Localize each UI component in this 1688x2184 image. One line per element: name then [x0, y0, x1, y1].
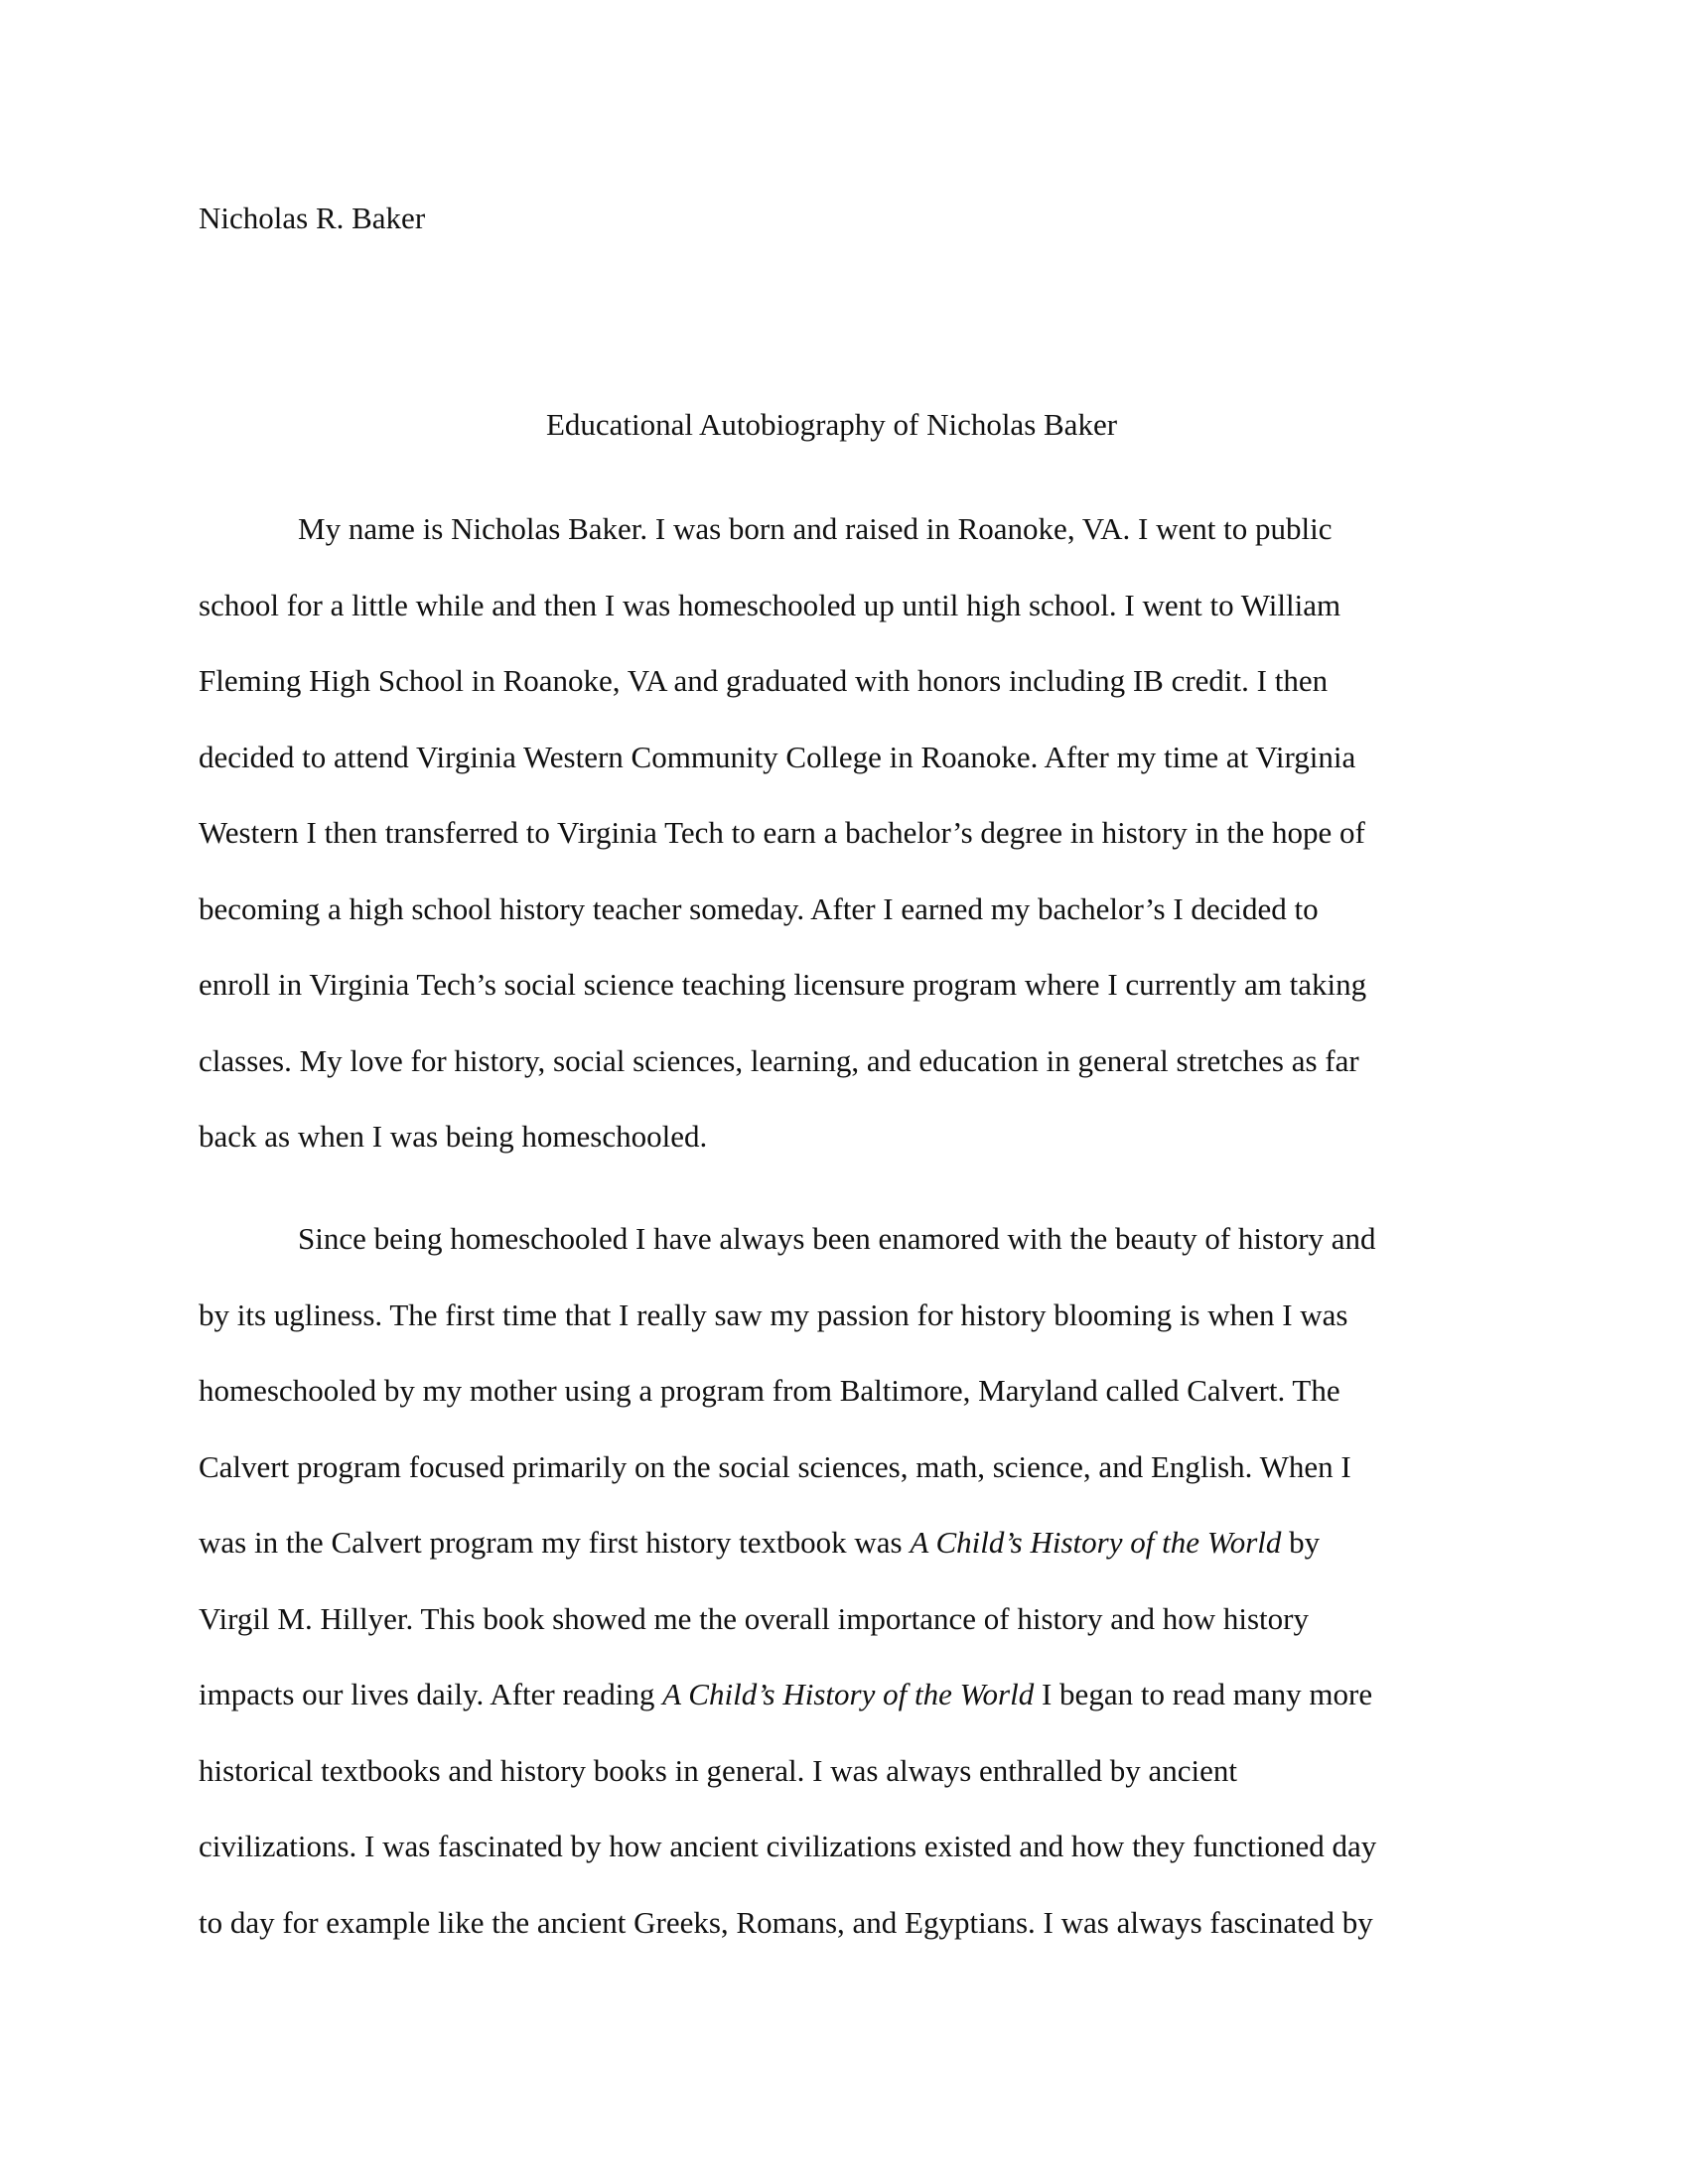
- text-line: to day for example like the ancient Greeks, Romans, and Egyptians. I was always fascinated by: [199, 1904, 1373, 1940]
- text-line: Since being homeschooled I have always been enamored with the beauty of history and: [298, 1221, 1376, 1256]
- text-line: school for a little while and then I was homeschooled up until high school. I went to William: [199, 587, 1341, 622]
- text-line: decided to attend Virginia Western Community College in Roanoke. After my time at Virginia: [199, 739, 1356, 774]
- text-line: Calvert program focused primarily on the social sciences, math, science, and English. When I: [199, 1448, 1351, 1484]
- paragraph-1: [199, 509, 1470, 1193]
- text-line: enroll in Virginia Tech’s social science teaching licensure program where I currently am taking: [199, 967, 1367, 1002]
- document-title: Educational Autobiography of Nicholas Baker: [545, 407, 1118, 442]
- text-line-with-book-title: [199, 1523, 1470, 1599]
- text-line: civilizations. I was fascinated by how ancient civilizations existed and how they functioned day: [199, 1829, 1377, 1863]
- text-line: My name is Nicholas Baker. I was born and raised in Roanoke, VA. I went to public: [298, 511, 1333, 546]
- paragraph-2: [199, 1219, 1470, 1979]
- text-line: becoming a high school history teacher someday. After I earned my bachelor’s I decided to: [199, 890, 1319, 926]
- text-line: classes. My love for history, social sciences, learning, and education in general stretches as far: [199, 1042, 1359, 1078]
- text-run: was in the Calvert program my first history textbook was: [199, 1525, 911, 1560]
- text-run: by: [1281, 1525, 1321, 1560]
- text-line: Western I then transferred to Virginia Tech to earn a bachelor’s degree in history in the hope of: [199, 815, 1365, 850]
- text-line: Fleming High School in Roanoke, VA and graduated with honors including IB credit. I then: [199, 663, 1329, 698]
- text-line: back as when I was being homeschooled.: [199, 1119, 708, 1154]
- text-run: impacts our lives daily. After reading: [199, 1677, 663, 1711]
- text-line-with-book-title: [199, 1675, 1470, 1751]
- text-line: homeschooled by my mother using a program from Baltimore, Maryland called Calvert. The: [199, 1373, 1340, 1408]
- book-title: A Child’s History of the World: [662, 1677, 1035, 1711]
- text-line: historical textbooks and history books in general. I was always enthralled by ancient: [199, 1752, 1237, 1788]
- book-title: A Child’s History of the World: [910, 1525, 1282, 1560]
- text-line: Virgil M. Hillyer. This book showed me the overall importance of history and how history: [199, 1600, 1309, 1636]
- text-line: by its ugliness. The first time that I really saw my passion for history blooming is when I was: [199, 1297, 1348, 1332]
- author-name: Nicholas R. Baker: [199, 201, 426, 235]
- text-run: I began to read many more: [1034, 1677, 1373, 1711]
